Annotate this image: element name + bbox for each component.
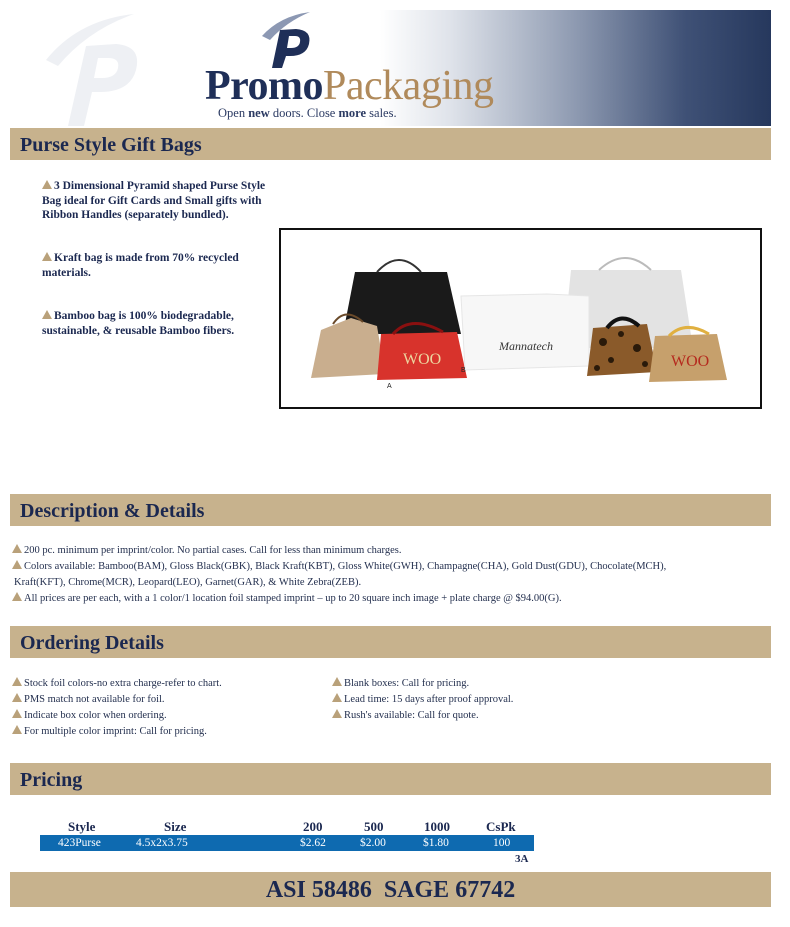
description-text: Colors available: Bamboo(BAM), Gloss Black(GBK), Black Kraft(KBT), Gloss White(GWH), Champagne(CHA), Gold Dust(GDU), Chocolate(MCH), (24, 561, 667, 572)
ordering-item (332, 692, 662, 708)
column-header: 1000 (424, 819, 450, 834)
ordering-text: Rush's available: Call for quote. (344, 710, 479, 721)
tagline-part: Open (218, 106, 249, 120)
photo-label: A (387, 383, 392, 390)
ordering-text: Stock foil colors-no extra charge-refer to chart. (24, 678, 222, 689)
bullet-triangle-icon (332, 709, 342, 718)
ordering-item (12, 724, 332, 740)
ordering-list-left (12, 676, 332, 740)
description-text: All prices are per each, with a 1 color/1 location foil stamped imprint – up to 20 square inch image + plate charge @ $94.00(G). (24, 593, 562, 604)
description-list (12, 543, 782, 607)
column-header: 200 (303, 819, 323, 834)
cell-price-500: $2.00 (360, 837, 386, 849)
bullet-triangle-icon (42, 310, 52, 319)
bullet-triangle-icon (12, 560, 22, 569)
bag-text: WOO (403, 351, 442, 368)
bag-text: Mannatech (499, 339, 553, 353)
photo-label: B (461, 367, 466, 374)
cell-cspk: 100 (493, 837, 511, 849)
ordering-item (332, 708, 662, 724)
description-text: Kraft(KFT), Chrome(MCR), Leopard(LEO), Garnet(GAR), & White Zebra(ZEB). (14, 577, 362, 588)
column-header: 500 (364, 819, 384, 834)
description-line (12, 591, 782, 607)
feature-text: 3 Dimensional Pyramid shaped Purse Style Bag ideal for Gift Cards and Small gifts with Ribbon Handles (separately bundled). (42, 180, 266, 221)
ordering-item (12, 676, 332, 692)
feature-item (42, 179, 278, 223)
bullet-triangle-icon (42, 252, 52, 261)
pricing-table (40, 819, 534, 851)
brand-promo: Promo (205, 63, 324, 109)
description-text: 200 pc. minimum per imprint/color. No partial cases. Call for less than minimum charges. (24, 545, 402, 556)
page-header (0, 0, 790, 128)
pricing-header-row (40, 819, 534, 835)
bullet-triangle-icon (332, 677, 342, 686)
ordering-text: Indicate box color when ordering. (24, 710, 167, 721)
tagline (218, 106, 397, 121)
bag-text: WOO (671, 353, 710, 370)
asi-sage-numbers: ASI 58486 SAGE 67742 (265, 877, 516, 903)
product-photo (279, 228, 762, 409)
feature-item (42, 309, 278, 338)
pricing-code: 3A (515, 853, 529, 865)
brand-packaging: Packaging (323, 63, 494, 109)
column-header: CsPk (486, 819, 516, 834)
pricing-title: Pricing (20, 769, 83, 791)
feature-text: Bamboo bag is 100% biodegradable, sustainable, & reusable Bamboo fibers. (42, 310, 235, 337)
bullet-triangle-icon (12, 544, 22, 553)
bullet-triangle-icon (12, 677, 22, 686)
feature-item (42, 251, 278, 280)
cell-size: 4.5x2x3.75 (136, 837, 188, 849)
bullet-triangle-icon (12, 592, 22, 601)
description-line (12, 543, 782, 559)
tagline-part: doors. Close (269, 106, 339, 120)
ordering-title-bar (10, 626, 771, 658)
bullet-triangle-icon (12, 709, 22, 718)
ordering-item (332, 676, 662, 692)
ordering-item (12, 692, 332, 708)
footer-bar (10, 872, 771, 907)
product-title-bar (10, 128, 771, 160)
cell-price-200: $2.62 (300, 837, 326, 849)
tagline-part: more (338, 106, 367, 120)
cell-style: 423Purse (58, 837, 101, 849)
ordering-title: Ordering Details (20, 632, 164, 654)
bullet-triangle-icon (12, 725, 22, 734)
description-title: Description & Details (20, 500, 205, 522)
pricing-title-bar (10, 763, 771, 795)
product-title: Purse Style Gift Bags (20, 134, 202, 156)
ordering-list-right (332, 676, 662, 724)
ordering-text: Lead time: 15 days after proof approval. (344, 694, 514, 705)
description-line (12, 559, 782, 575)
brand-logo-icon (258, 10, 318, 70)
watermark-logo-icon (38, 8, 148, 128)
description-line (12, 575, 782, 591)
ordering-text: For multiple color imprint: Call for pricing. (24, 726, 207, 737)
ordering-item (12, 708, 332, 724)
tagline-part: sales. (366, 106, 397, 120)
bullet-triangle-icon (12, 693, 22, 702)
cell-price-1000: $1.80 (423, 837, 449, 849)
column-header: Size (164, 819, 187, 834)
description-title-bar (10, 494, 771, 526)
column-header: Style (68, 819, 96, 834)
bullet-triangle-icon (332, 693, 342, 702)
purse-bags-illustration (281, 230, 760, 407)
tagline-part: new (248, 106, 270, 120)
table-row (40, 835, 534, 851)
ordering-text: PMS match not available for foil. (24, 694, 165, 705)
feature-text: Kraft bag is made from 70% recycled materials. (42, 252, 239, 279)
bullet-triangle-icon (42, 180, 52, 189)
brand-name (205, 62, 493, 110)
ordering-text: Blank boxes: Call for pricing. (344, 678, 470, 689)
